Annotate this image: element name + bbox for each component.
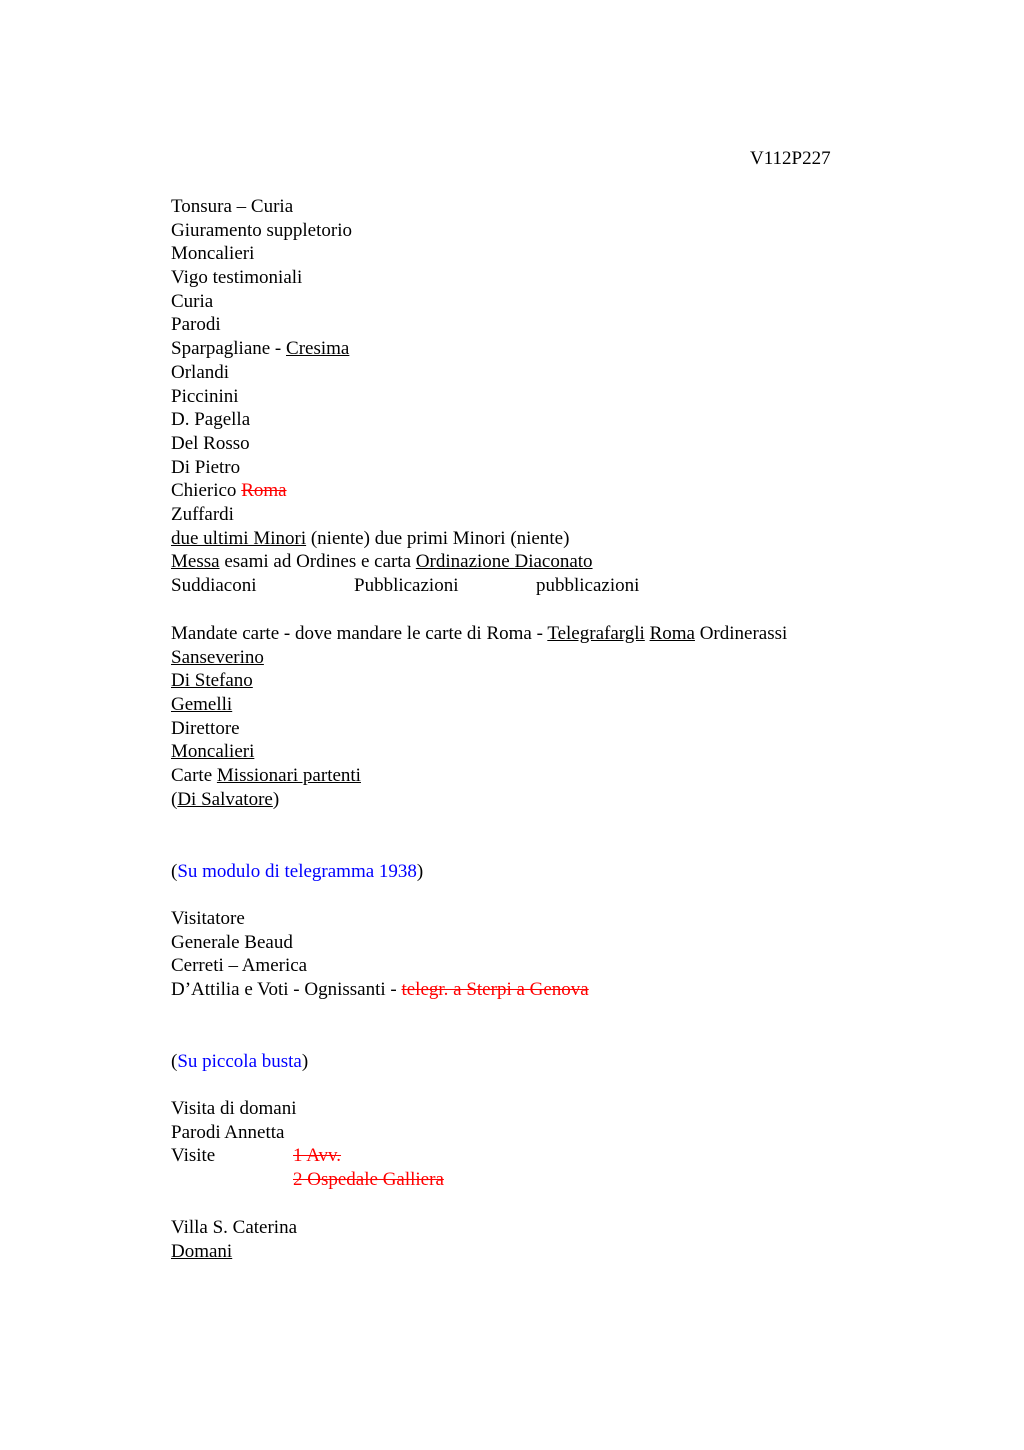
text-line-messa	[171, 550, 593, 574]
text-line: Parodi Annetta	[171, 1121, 285, 1143]
text-line-minori	[171, 527, 593, 551]
document-reference: V112P227	[750, 148, 831, 169]
text-line	[171, 1240, 297, 1264]
text-fragment: )	[272, 788, 280, 810]
underlined-text: Roma	[649, 623, 695, 644]
text-line: Generale Beaud	[171, 931, 293, 953]
text-line-visite	[171, 1144, 444, 1168]
deleted-text: 1 Avv.	[293, 1145, 342, 1167]
column-text-2: Pubblicazioni	[354, 575, 459, 596]
text-line: Tonsura – Curia	[171, 196, 294, 217]
text-line	[171, 740, 787, 764]
underlined-text: Domani	[171, 1240, 233, 1262]
text-fragment: esami ad Ordines e carta	[219, 551, 416, 573]
text-line-dattilia	[171, 978, 589, 1002]
text-line: Vigo testimoniali	[171, 267, 303, 289]
deleted-text: 2 Ospedale Galliera	[293, 1169, 444, 1191]
text-fragment: (	[171, 788, 178, 810]
text-line: Parodi	[171, 314, 221, 336]
text-fragment: D’Attilia e Voti - Ognissanti -	[171, 979, 402, 1001]
text-line-visite-2	[171, 1168, 444, 1192]
text-fragment: Chierico	[171, 480, 242, 502]
underlined-text: Gemelli	[171, 694, 233, 716]
editorial-note	[171, 1050, 308, 1074]
text-line: Visita di domani	[171, 1098, 297, 1119]
text-line: Visitatore	[171, 908, 245, 929]
text-line: Giuramento suppletorio	[171, 219, 352, 241]
underlined-text: Moncalieri	[171, 741, 255, 763]
section-list-4-body	[171, 1097, 444, 1192]
text-line-sparpagliane	[171, 337, 593, 361]
text-line: D. Pagella	[171, 409, 251, 431]
text-line-salvatore	[171, 788, 787, 812]
text-fragment: (niente) due primi Minori (niente)	[306, 527, 570, 549]
underlined-text: Telegrafargli	[547, 623, 645, 644]
text-line-chierico	[171, 479, 593, 503]
underlined-text: Ordinazione Diaconato	[415, 551, 593, 573]
text-fragment: Carte	[171, 765, 217, 787]
underlined-text: due ultimi Minori	[171, 527, 307, 549]
text-line: Del Rosso	[171, 432, 250, 454]
text-line-columns	[171, 574, 640, 598]
underlined-text: Di Salvatore	[177, 788, 273, 810]
deleted-text: Roma	[241, 480, 287, 502]
text-line: Di Pietro	[171, 456, 241, 478]
text-fragment: Ordinerassi	[694, 623, 788, 644]
text-fragment: )	[416, 861, 424, 882]
editorial-note	[171, 860, 423, 884]
underlined-text: Cresima	[286, 338, 350, 360]
text-fragment: (	[171, 861, 178, 882]
deleted-text: telegr. a Sterpi a Genova	[401, 979, 589, 1001]
text-fragment: Mandate carte - dove mandare le carte di Roma -	[171, 623, 548, 644]
column-text-1: Suddiaconi	[171, 575, 257, 596]
text-line: Direttore	[171, 717, 240, 739]
text-line: Zuffardi	[171, 503, 234, 525]
note-text: Su piccola busta	[177, 1051, 302, 1072]
section-list-4-end	[171, 1216, 297, 1263]
text-line	[171, 693, 787, 717]
section-list-4	[171, 1050, 308, 1074]
text-line: Curia	[171, 290, 214, 312]
text-line	[171, 646, 787, 670]
section-list-2	[171, 622, 787, 812]
note-text: Su modulo di telegramma 1938	[177, 861, 417, 882]
text-fragment: (	[171, 1051, 178, 1072]
text-line-mandate	[171, 622, 787, 646]
text-line: Villa S. Caterina	[171, 1217, 298, 1238]
section-list-1	[171, 195, 640, 598]
underlined-text: Sanseverino	[171, 646, 264, 668]
text-fragment: )	[301, 1051, 309, 1072]
section-list-3-body	[171, 907, 589, 1002]
text-line: Moncalieri	[171, 243, 255, 265]
text-line-carte	[171, 764, 787, 788]
section-list-3	[171, 860, 423, 884]
text-line	[171, 669, 787, 693]
text-line: Piccinini	[171, 385, 239, 407]
text-line: Orlandi	[171, 361, 230, 383]
underlined-text: Di Stefano	[171, 670, 253, 692]
text-line: Cerreti – America	[171, 955, 308, 977]
visite-label: Visite	[171, 1145, 216, 1167]
text-fragment: Sparpagliane -	[171, 338, 287, 360]
underlined-text: Missionari partenti	[216, 765, 361, 787]
column-text-3: pubblicazioni	[536, 575, 640, 596]
underlined-text: Messa	[171, 551, 220, 573]
